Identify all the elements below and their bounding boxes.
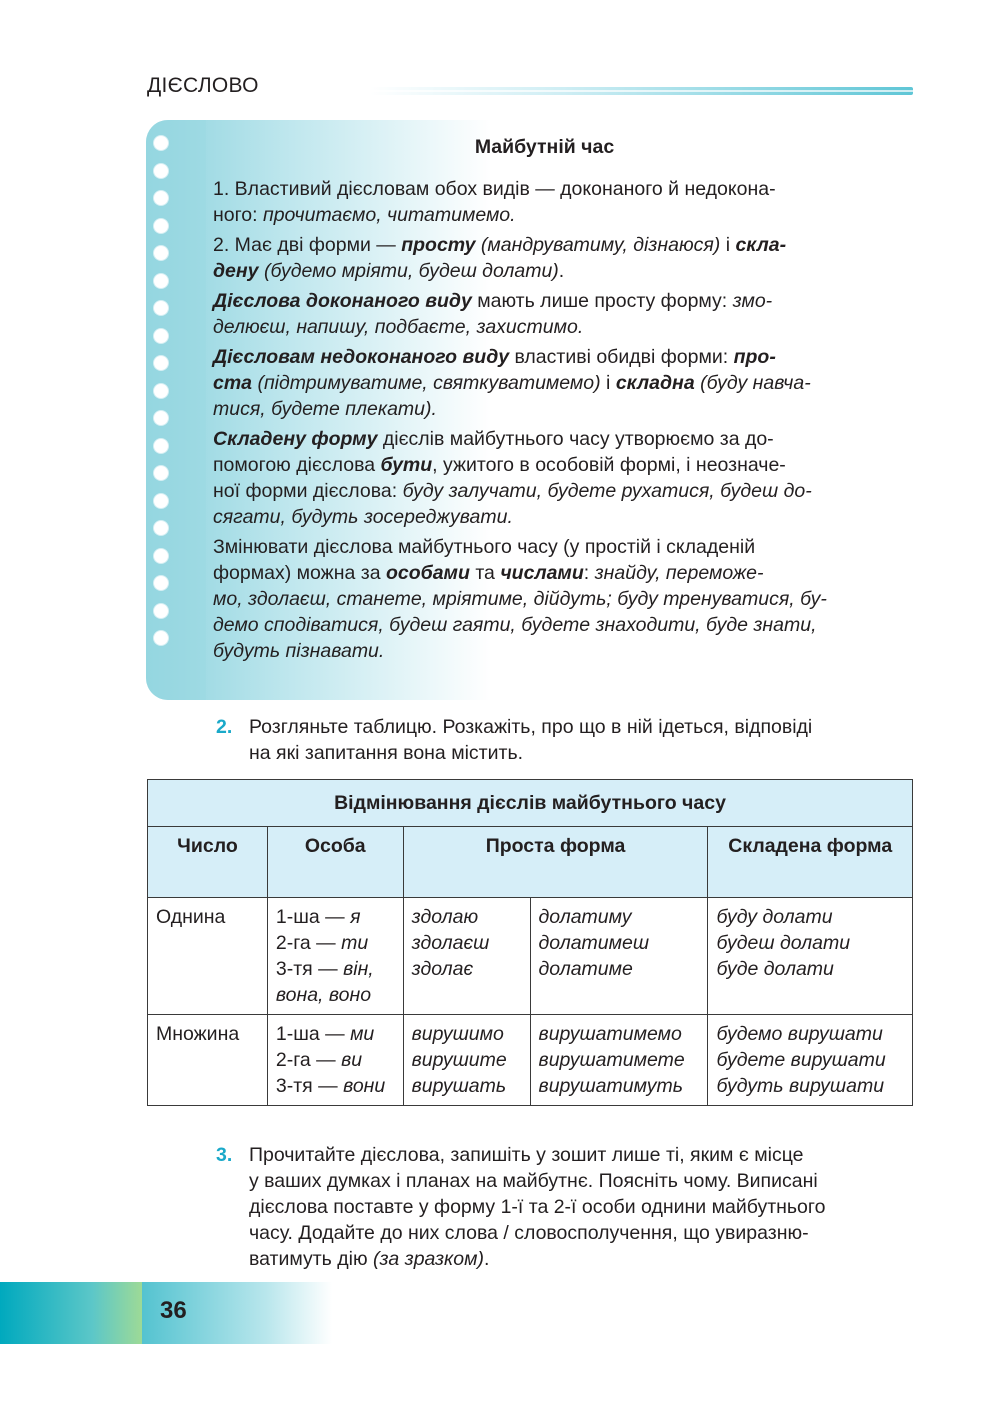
- ring-icon: [154, 219, 168, 233]
- ring-icon: [154, 164, 168, 178]
- table-row: [148, 1015, 913, 1106]
- page-number: 36: [160, 1297, 187, 1324]
- ring-icon: [154, 466, 168, 480]
- task-text: Розгляньте таблицю. Розкажіть, про що в ній ідеться, відповіді на які запитання вона містить.: [249, 716, 813, 764]
- ring-icon: [154, 631, 168, 645]
- table-header: Проста форма: [403, 827, 708, 898]
- rule-paragraph-6: Змінювати дієслова майбутнього часу (у простій і складеній формах) можна за особами та числами: знайду, переможе- мо, здолаєш, станете, мріятиме, дійдуть; буду тренуватися, бу- демо сподіватися, будеш гаяти, будете знаходити, буде знати, будуть пізнавати.: [213, 536, 827, 662]
- table-cell: буду долати будеш долати буде долати: [708, 898, 913, 1015]
- table-cell: Однина: [148, 898, 268, 1015]
- rule-content: [213, 134, 876, 668]
- ring-icon: [154, 411, 168, 425]
- rule-paragraph-4: Дієсловам недоконаного виду властиві обидві форми: про- ста (підтримуватиме, святкуватимемо) і складна (буду навча- тися, будете плекати).: [213, 346, 811, 420]
- binder-rings: [154, 136, 174, 659]
- ring-icon: [154, 301, 168, 315]
- table-cell: будемо вирушати будете вирушати будуть вирушати: [708, 1015, 913, 1106]
- ring-icon: [154, 521, 168, 535]
- ring-icon: [154, 329, 168, 343]
- ring-icon: [154, 604, 168, 618]
- section-title: ДІЄСЛОВО: [147, 74, 259, 97]
- table-header: Особа: [267, 827, 403, 898]
- rule-paragraph-3: Дієслова доконаного виду мають лише просту форму: змо- делюєш, напишу, подбаєте, захистимо.: [213, 290, 773, 338]
- task-number: 2.: [216, 716, 233, 738]
- table-cell: вирушимо вирушите вирушать: [403, 1015, 530, 1106]
- rule-paragraph-2: 2. Має дві форми — просту (мандруватиму, дізнаюся) і скла- дену (будемо мріяти, будеш долати).: [213, 234, 787, 282]
- task-3: [216, 1142, 913, 1272]
- table-cell: долатиму долатимеш долатиме: [530, 898, 708, 1015]
- ring-icon: [154, 191, 168, 205]
- table-cell: вирушатимемо вирушатимете вирушатимуть: [530, 1015, 708, 1106]
- table-cell: Множина: [148, 1015, 268, 1106]
- table-header: Складена форма: [708, 827, 913, 898]
- task-2: [216, 714, 913, 766]
- ring-icon: [154, 356, 168, 370]
- table-cell: 1-ша — ми 2-га — ви 3-тя — вони: [267, 1015, 403, 1106]
- task-text: Прочитайте дієслова, запишіть у зошит лише ті, яким є місце у ваших думках і планах на майбутнє. Поясніть чому. Виписані дієслова поставте у форму 1-ї та 2-ї особи однини майбутнього часу. Додайте до них слова / словосполучення, що увиразню- ватимуть дію (за зразком).: [249, 1144, 826, 1270]
- rule-paragraph-1: 1. Властивий дієсловам обох видів — доконаного й недокона- ного: прочитаємо, читатимемо.: [213, 178, 776, 226]
- ring-icon: [154, 136, 168, 150]
- ring-icon: [154, 384, 168, 398]
- rule-paragraph-5: Складену форму дієслів майбутнього часу утворюємо за до- помогою дієслова бути, ужитого в особовій формі, і неозначе- ної форми дієслова: буду залучати, будете рухатися, будеш до- сягати, будуть зосереджувати.: [213, 428, 812, 528]
- conjugation-table: [147, 779, 913, 1106]
- header-rule: [370, 87, 913, 95]
- ring-icon: [154, 494, 168, 508]
- ring-icon: [154, 439, 168, 453]
- ring-icon: [154, 549, 168, 563]
- table-header: Число: [148, 827, 268, 898]
- table-cell: 1-ша — я 2-га — ти 3-тя — він, вона, воно: [267, 898, 403, 1015]
- table-row: [148, 898, 913, 1015]
- rule-title: Майбутній час: [474, 136, 615, 158]
- task-number: 3.: [216, 1144, 233, 1166]
- ring-icon: [154, 576, 168, 590]
- table-caption: Відмінювання дієслів майбутнього часу: [148, 780, 913, 827]
- ring-icon: [154, 246, 168, 260]
- table-cell: здолаю здолаєш здолає: [403, 898, 530, 1015]
- ring-icon: [154, 274, 168, 288]
